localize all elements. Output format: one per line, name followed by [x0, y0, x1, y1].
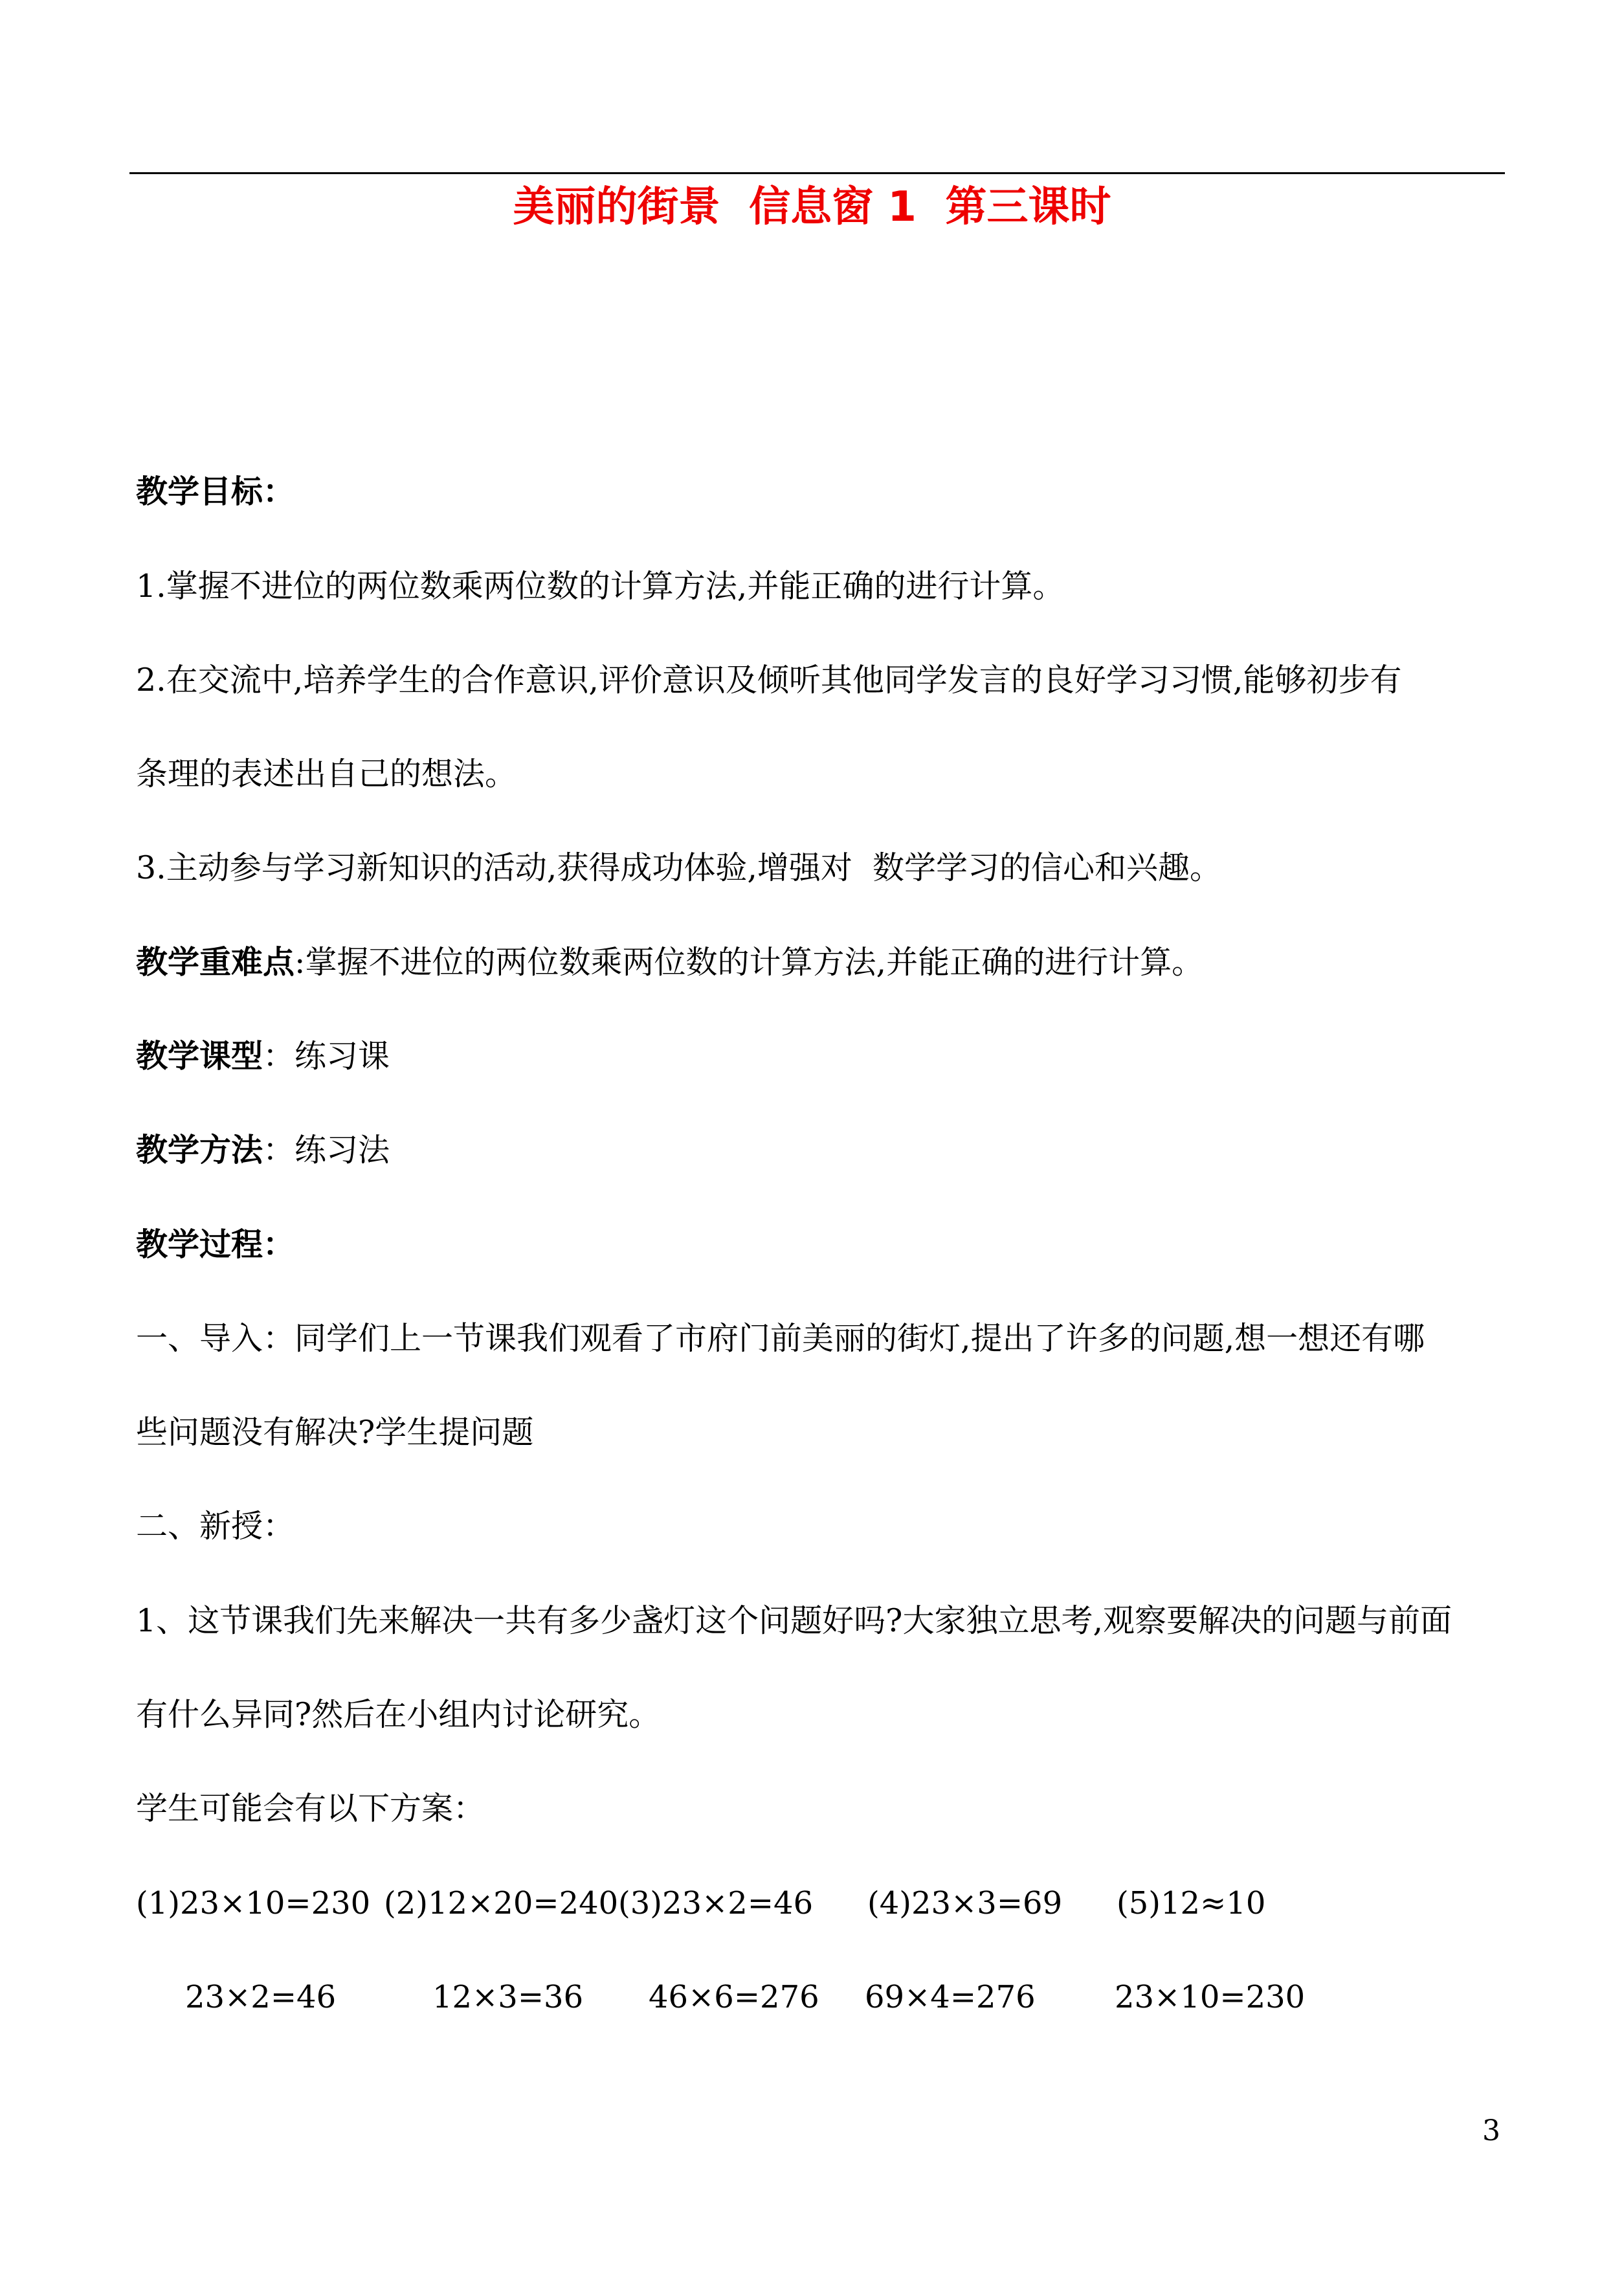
key-points-text: :掌握不进位的两位数乘两位数的计算方法,并能正确的进行计算。 — [295, 944, 1204, 981]
intro-line-1: 一、导入：同学们上一节课我们观看了市府门前美丽的街灯,提出了许多的问题,想一想还有哪 — [136, 1320, 1425, 1357]
objective-item-1: 1.掌握不进位的两位数乘两位数的计算方法,并能正确的进行计算。 — [136, 568, 1065, 605]
plans-intro: 学生可能会有以下方案： — [136, 1790, 485, 1827]
lesson-type-text: ：练习课 — [263, 1038, 390, 1075]
objectives-heading: 教学目标： — [136, 473, 295, 510]
key-points-label: 教学重难点 — [136, 944, 295, 981]
document-title: 美丽的街景 信息窗 1 第三课时 — [513, 183, 1111, 231]
plan-1-first: (1)23×10=230 — [136, 1885, 371, 1921]
new-lesson-heading: 二、新授： — [136, 1508, 295, 1545]
objective-item-3: 3.主动参与学习新知识的活动,获得成功体验,增强对 数学学习的信心和兴趣。 — [136, 849, 1222, 886]
plan-3-second: 46×6=276 — [649, 1979, 819, 2015]
plan-1-second: 23×2=46 — [185, 1979, 337, 2015]
plan-3-first: (3)23×2=46 — [618, 1885, 814, 1921]
plan-2-first: (2)12×20=240 — [384, 1885, 619, 1921]
objective-item-2-line-1: 2.在交流中,培养学生的合作意识,评价意识及倾听其他同学发言的良好学习习惯,能够初步有 — [136, 662, 1402, 699]
plan-4-first: (4)23×3=69 — [867, 1885, 1063, 1921]
lesson-type-paragraph — [136, 1037, 390, 1076]
process-heading: 教学过程： — [136, 1226, 295, 1263]
method-label: 教学方法 — [136, 1132, 263, 1169]
page-number: 3 — [1482, 2114, 1500, 2147]
intro-line-2: 些问题没有解决?学生提问题 — [136, 1414, 534, 1451]
method-paragraph — [136, 1131, 390, 1170]
plan-5-first: (5)12≈10 — [1117, 1885, 1266, 1921]
method-text: ：练习法 — [263, 1132, 390, 1169]
lesson-type-label: 教学课型 — [136, 1038, 263, 1075]
step-1-line-2: 有什么异同?然后在小组内讨论研究。 — [136, 1696, 661, 1733]
plan-5-second: 23×10=230 — [1115, 1979, 1306, 2015]
key-points-paragraph — [136, 943, 1203, 982]
objective-item-2-line-2: 条理的表述出自己的想法。 — [136, 755, 517, 792]
step-1-line-1: 1、这节课我们先来解决一共有多少盏灯这个问题好吗?大家独立思考,观察要解决的问题与前面 — [136, 1602, 1452, 1639]
plan-2-second: 12×3=36 — [432, 1979, 584, 2015]
header-rule — [129, 172, 1505, 174]
plan-4-second: 69×4=276 — [865, 1979, 1036, 2015]
